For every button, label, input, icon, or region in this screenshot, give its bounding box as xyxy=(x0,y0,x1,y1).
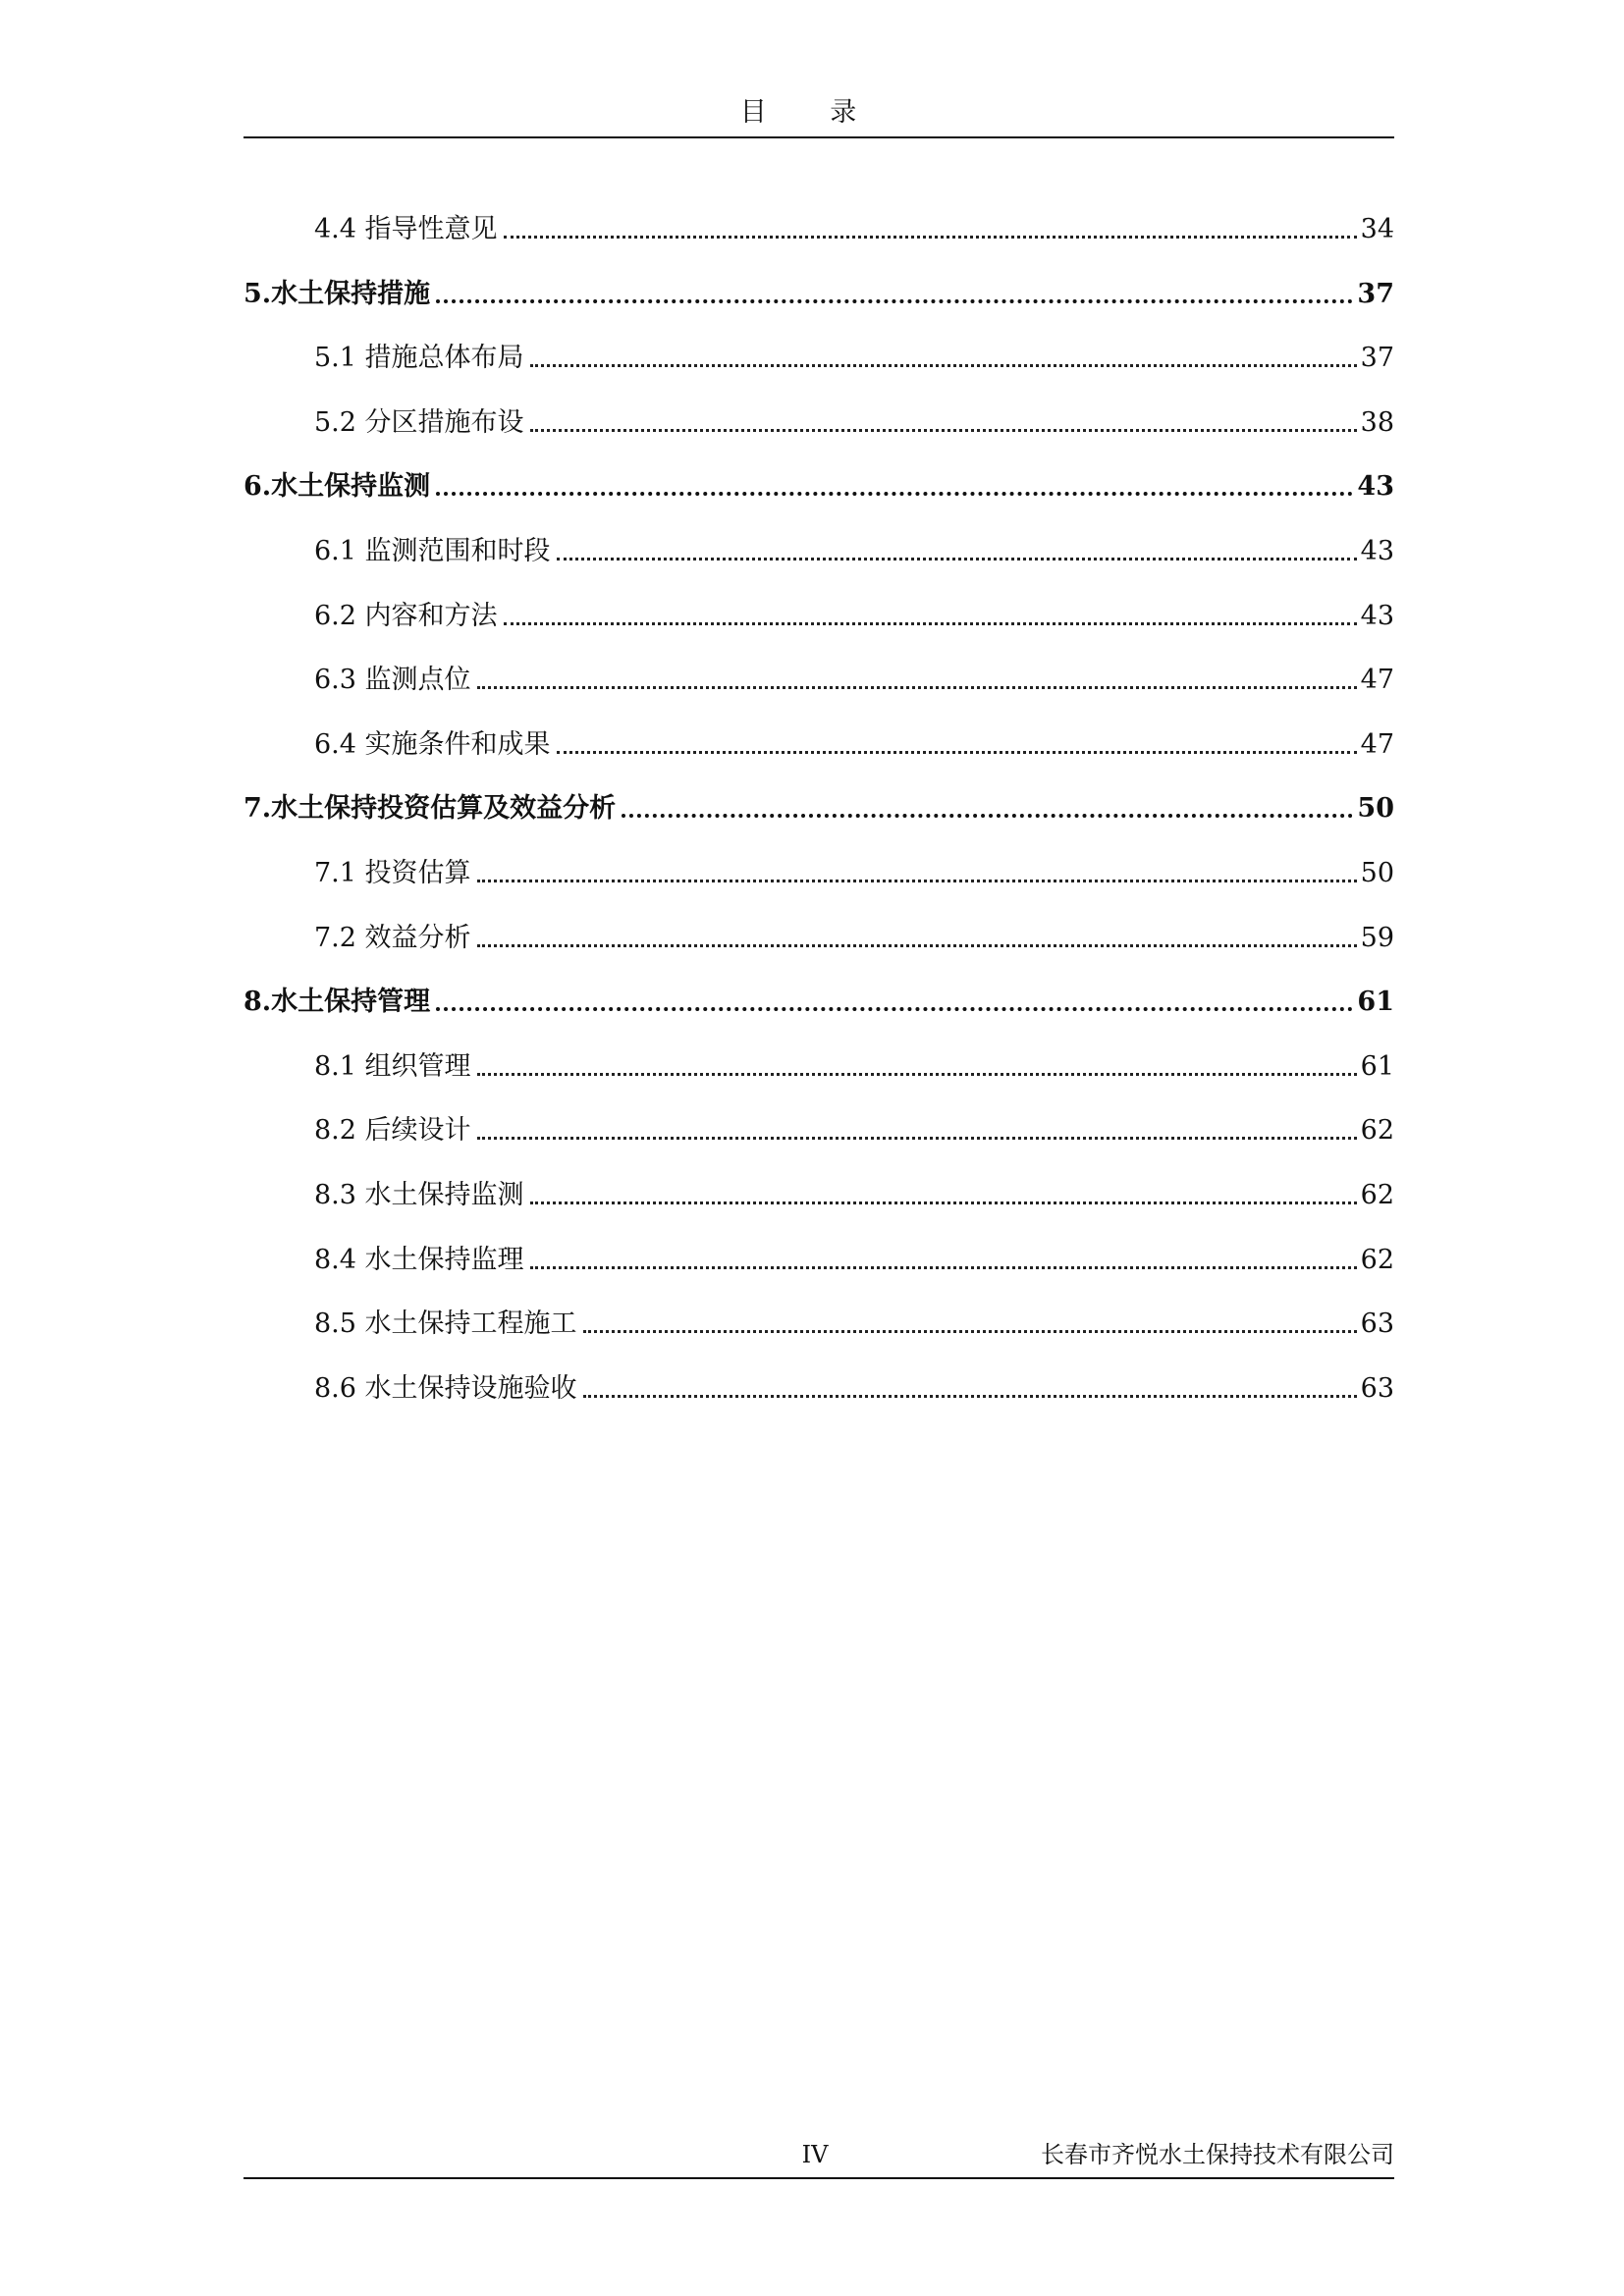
toc-entry[interactable] xyxy=(244,786,1394,826)
toc-entry[interactable] xyxy=(244,336,1394,375)
toc-entry-label: 6.1 监测范围和时段 xyxy=(314,536,551,566)
toc-entry-label: 8.1 组织管理 xyxy=(314,1050,471,1082)
toc-entry[interactable] xyxy=(244,1238,1394,1277)
toc-leader-dots xyxy=(477,1137,1357,1140)
toc-entry-label: 8.2 后续设计 xyxy=(314,1115,471,1147)
toc-leader-dots xyxy=(436,299,1353,303)
page-title: 目 录 xyxy=(739,97,885,128)
toc-entry-label: 8.水土保持管理 xyxy=(244,987,431,1018)
toc-entry[interactable] xyxy=(244,980,1394,1019)
toc-entry[interactable] xyxy=(244,1044,1394,1084)
toc-leader-dots xyxy=(530,364,1357,367)
toc-entry-label: 4.4 指导性意见 xyxy=(314,214,498,244)
footer-page-number: IV xyxy=(801,2141,829,2168)
toc-entry[interactable] xyxy=(244,529,1394,568)
toc-entry-page: 61 xyxy=(1357,987,1394,1018)
toc-leader-dots xyxy=(477,1073,1357,1076)
toc-entry-page: 43 xyxy=(1360,536,1394,566)
toc-entry[interactable] xyxy=(244,1108,1394,1148)
toc-entry-label: 6.水土保持监测 xyxy=(244,471,431,503)
toc-entry-page: 38 xyxy=(1360,406,1394,438)
toc-leader-dots xyxy=(436,1007,1353,1011)
toc-entry[interactable] xyxy=(244,1302,1394,1341)
toc-leader-dots xyxy=(504,622,1357,625)
toc-entry-page: 43 xyxy=(1360,600,1394,631)
toc-leader-dots xyxy=(504,236,1357,239)
toc-entry-page: 62 xyxy=(1360,1180,1394,1210)
header-rule xyxy=(244,136,1394,138)
toc-entry[interactable] xyxy=(244,1173,1394,1212)
toc-entry-page: 37 xyxy=(1357,278,1394,309)
toc-entry-label: 6.3 监测点位 xyxy=(314,665,471,696)
toc-entry-label: 8.6 水土保持设施验收 xyxy=(314,1372,577,1404)
toc-entry[interactable] xyxy=(244,1366,1394,1406)
toc-leader-dots xyxy=(530,1266,1357,1269)
toc-entry[interactable] xyxy=(244,272,1394,311)
toc-leader-dots xyxy=(477,944,1357,947)
toc-entry-label: 7.2 效益分析 xyxy=(314,922,471,953)
toc-entry-label: 8.5 水土保持工程施工 xyxy=(314,1308,577,1340)
toc-leader-dots xyxy=(530,1201,1357,1204)
toc-entry-page: 47 xyxy=(1360,665,1394,696)
toc-entry[interactable] xyxy=(244,594,1394,633)
toc-leader-dots xyxy=(477,686,1357,689)
toc-entry[interactable] xyxy=(244,916,1394,955)
toc-entry-page: 62 xyxy=(1360,1244,1394,1275)
toc-entry-label: 6.2 内容和方法 xyxy=(314,600,498,631)
toc-entry[interactable] xyxy=(244,722,1394,762)
toc-leader-dots xyxy=(477,880,1357,882)
toc-leader-dots xyxy=(557,751,1357,754)
toc-entry-label: 5.1 措施总体布局 xyxy=(314,343,524,374)
toc-entry-page: 63 xyxy=(1360,1372,1394,1404)
footer-rule xyxy=(244,2177,1394,2179)
toc-entry-page: 62 xyxy=(1360,1115,1394,1147)
toc-entry-label: 8.3 水土保持监测 xyxy=(314,1180,524,1210)
toc-entry-label: 7.水土保持投资估算及效益分析 xyxy=(244,793,617,825)
toc-entry-page: 50 xyxy=(1360,858,1394,888)
toc-entry-page: 47 xyxy=(1360,728,1394,760)
toc-entry-page: 34 xyxy=(1360,214,1394,244)
toc-entry-page: 59 xyxy=(1360,922,1394,953)
toc-leader-dots xyxy=(583,1395,1357,1398)
toc-leader-dots xyxy=(583,1330,1357,1333)
toc-entry[interactable] xyxy=(244,207,1394,246)
toc-entry-label: 5.2 分区措施布设 xyxy=(314,406,524,438)
toc-leader-dots xyxy=(557,558,1357,561)
toc-entry-page: 50 xyxy=(1357,793,1394,825)
toc-leader-dots xyxy=(436,492,1353,496)
toc-entry-label: 6.4 实施条件和成果 xyxy=(314,728,551,760)
toc-entry-label: 8.4 水土保持监理 xyxy=(314,1244,524,1275)
toc-entry-page: 63 xyxy=(1360,1308,1394,1340)
toc-entry[interactable] xyxy=(244,400,1394,440)
toc-entry[interactable] xyxy=(244,464,1394,504)
toc-entry-page: 37 xyxy=(1360,343,1394,374)
toc-entry-page: 61 xyxy=(1360,1050,1394,1082)
toc-entry-label: 7.1 投资估算 xyxy=(314,858,471,888)
toc-entry-page: 43 xyxy=(1357,471,1394,503)
toc-entry[interactable] xyxy=(244,851,1394,890)
toc-entry[interactable] xyxy=(244,658,1394,697)
footer-company-name: 长春市齐悦水土保持技术有限公司 xyxy=(1041,2141,1394,2168)
toc-entry-label: 5.水土保持措施 xyxy=(244,278,431,309)
toc-leader-dots xyxy=(530,429,1357,432)
toc-leader-dots xyxy=(622,814,1353,818)
